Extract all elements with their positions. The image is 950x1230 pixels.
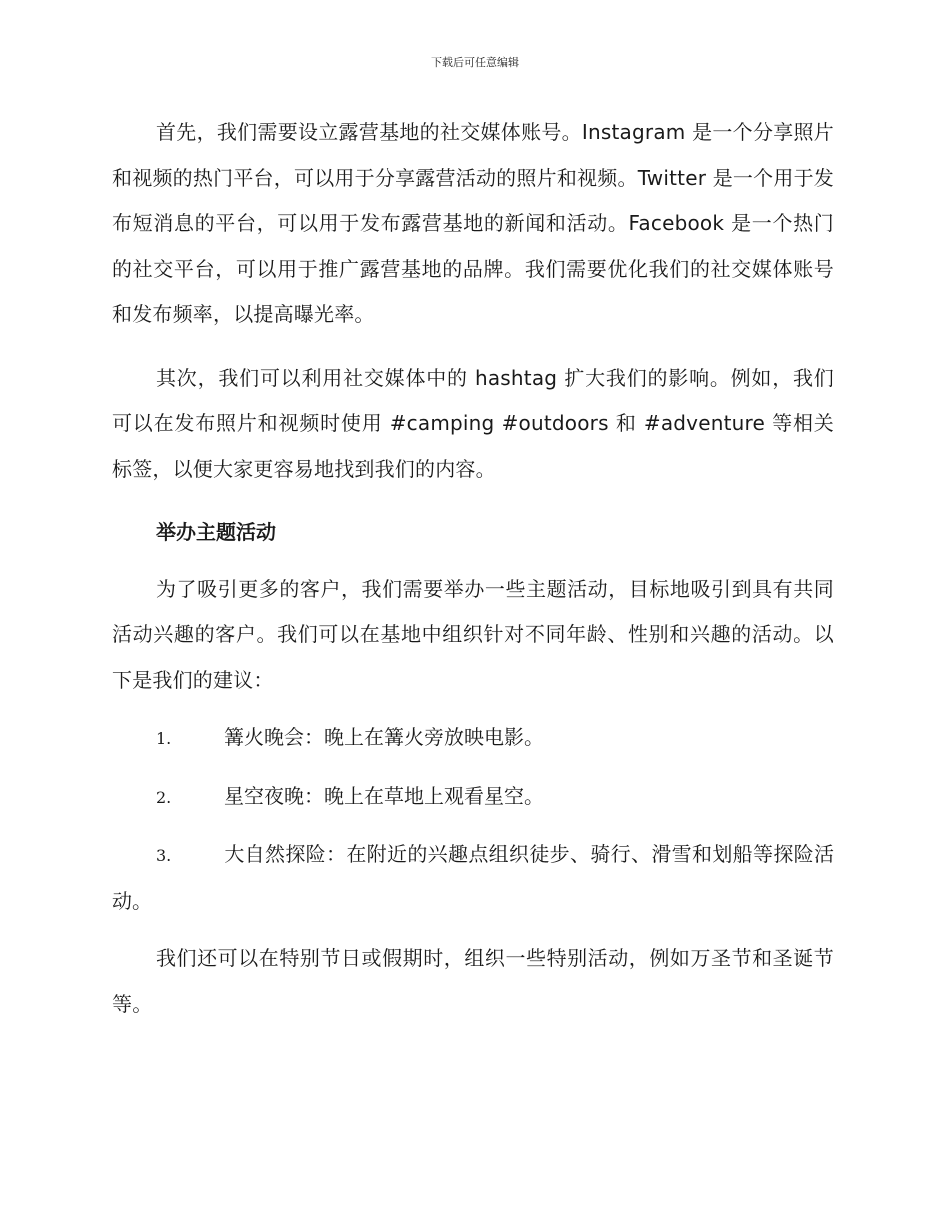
list-text: 星空夜晚：晚上在草地上观看星空。 — [224, 783, 544, 808]
section-heading: 举办主题活动 — [156, 520, 276, 544]
list-number: 2. — [156, 787, 172, 807]
suggestion-list — [112, 715, 834, 924]
list-number: 1. — [156, 729, 172, 748]
paragraph-theme-events: 为了吸引更多的客户，我们需要举办一些主题活动，目标地吸引到具有共同活动兴趣的客户。我们可以在基地中组织针对不同年龄、性别和兴趣的活动。以下是我们的建议： — [112, 576, 834, 692]
document-body — [112, 110, 834, 1027]
list-number: 3. — [156, 846, 172, 865]
paragraph-holiday-events: 我们还可以在特别节日或假期时，组织一些特别活动，例如万圣节和圣诞节等。 — [112, 946, 834, 1016]
page-header: 下载后可任意编辑 — [431, 56, 519, 69]
paragraph-social-accounts: 首先，我们需要设立露营基地的社交媒体账号。Instagram 是一个分享照片和视频的热门平台，可以用于分享露营活动的照片和视频。Twitter 是一个用于发布短消息的平台，可以用于发布露营基地的新闻和活动。Facebook 是一个热门的社交平台，可以用于推广露营基地的品牌。我们需要优化我们的社交媒体账号和发布频率，以提高曝光率。 — [112, 120, 834, 326]
list-item — [112, 832, 834, 924]
list-item — [112, 715, 834, 762]
paragraph-hashtag: 其次，我们可以利用社交媒体中的 hashtag 扩大我们的影响。例如，我们可以在发布照片和视频时使用 #camping #outdoors 和 #adventure 等相关标签，以便大家更容易地找到我们的内容。 — [112, 365, 834, 481]
list-text: 大自然探险：在附近的兴趣点组织徒步、骑行、滑雪和划船等探险活动。 — [112, 842, 834, 913]
list-text: 篝火晚会：晚上在篝火旁放映电影。 — [224, 725, 544, 749]
list-item — [112, 774, 834, 821]
